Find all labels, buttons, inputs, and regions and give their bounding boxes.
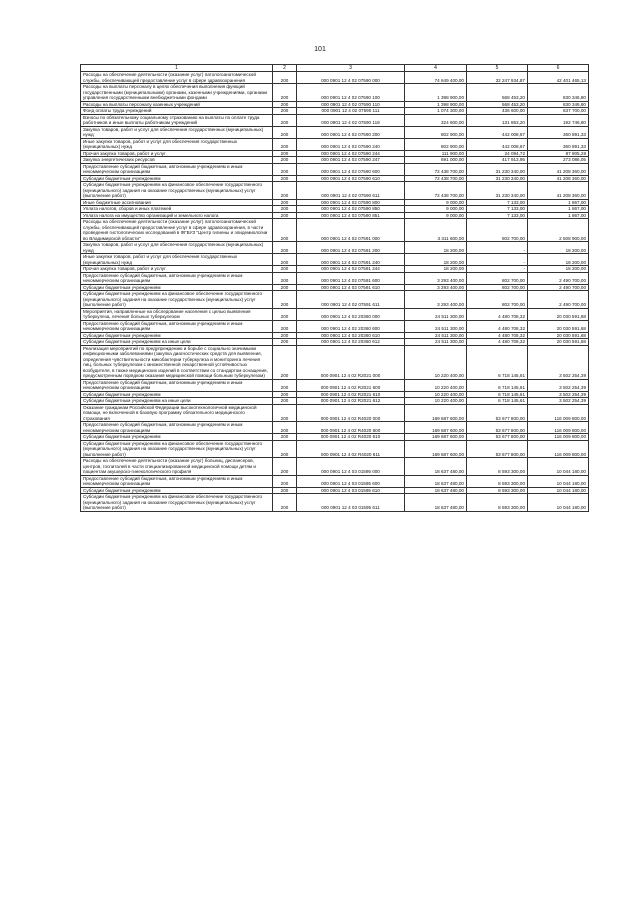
row-line-code: 200 [273, 284, 297, 291]
row-unexecuted: 20 030 591,68 [528, 339, 589, 346]
row-budget-code: 000 0901 12 4 02 07590 600 [297, 163, 405, 175]
table-row [81, 332, 589, 339]
row-budget-code: 000 0901 12 4 02 07591 240 [297, 254, 405, 266]
row-description: Предоставление субсидий бюджетным, автономным учреждениям и иным некоммерческим организациям [81, 475, 273, 487]
row-unexecuted: 192 746,80 [528, 114, 589, 126]
row-approved: 72 438 700,00 [405, 163, 467, 175]
row-unexecuted: 2 508 900,00 [528, 219, 589, 242]
row-unexecuted: 2 490 700,00 [528, 272, 589, 284]
row-line-code: 200 [273, 84, 297, 102]
row-line-code: 200 [273, 440, 297, 458]
row-description: Предоставление субсидий бюджетным, автономным учреждениям и иным некоммерческим организациям [81, 320, 273, 332]
row-description: Иные бюджетные ассигнования [81, 199, 273, 206]
table-row [81, 422, 589, 434]
row-unexecuted: 116 009 800,00 [528, 440, 589, 458]
row-executed: 4 480 708,32 [467, 332, 528, 339]
row-line-code: 200 [273, 199, 297, 206]
row-budget-code: 000 0901 12 4 02 07590 851 [297, 212, 405, 219]
row-budget-code: 000 0901 12 4 02 07590 111 [297, 108, 405, 115]
row-executed: 802 700,00 [467, 291, 528, 309]
row-unexecuted: 10 044 180,00 [528, 494, 589, 512]
row-executed: 24 094,72 [467, 150, 528, 157]
row-unexecuted: 20 030 591,68 [528, 320, 589, 332]
row-unexecuted: 360 891,33 [528, 138, 589, 150]
row-executed: - [467, 254, 528, 266]
row-approved: 10 220 400,00 [405, 379, 467, 391]
row-approved: 169 687 600,00 [405, 404, 467, 422]
row-description: Субсидии бюджетным учреждениям на финансовое обеспечение государственного (муниципального) задания на оказание государственных (муниципальных) услуг (выполнение работ) [81, 494, 273, 512]
row-executed: - [467, 266, 528, 273]
row-description: Предоставление субсидий бюджетным, автономным учреждениям и иным некоммерческим организациям [81, 163, 273, 175]
row-description: Закупка товаров, работ и услуг для обеспечения государственных (муниципальных) нужд [81, 126, 273, 138]
row-line-code: 200 [273, 175, 297, 182]
table-row [81, 494, 589, 512]
row-executed: 131 853,20 [467, 114, 528, 126]
row-description: Субсидии бюджетным учреждениям [81, 175, 273, 182]
row-description: Расходы на обеспечение деятельности (оказание услуг) патологоанатомической службы, обеспечивающей предоставление услуг в сфере здравоохранения [81, 72, 273, 84]
row-budget-code: 000 0901 12 4 02 07590 240 [297, 138, 405, 150]
table-row [81, 458, 589, 476]
row-executed: 31 230 340,00 [467, 182, 528, 200]
row-budget-code: 000 0901 12 4 03 01595 611 [297, 494, 405, 512]
row-executed: 8 593 300,00 [467, 475, 528, 487]
row-line-code: 200 [273, 206, 297, 213]
table-row [81, 175, 589, 182]
row-line-code: 200 [273, 72, 297, 84]
table-row [81, 182, 589, 200]
row-approved: 18 637 480,00 [405, 458, 467, 476]
column-header: 2 [273, 65, 297, 72]
row-executed: 8 593 300,00 [467, 494, 528, 512]
row-executed: 53 677 800,00 [467, 440, 528, 458]
row-unexecuted: 41 208 360,00 [528, 175, 589, 182]
row-budget-code: 000 0901 12 4 02 07590 100 [297, 84, 405, 102]
row-approved: 74 649 400,00 [405, 72, 467, 84]
row-line-code: 200 [273, 138, 297, 150]
row-description: Субсидии бюджетным учреждениям [81, 487, 273, 494]
column-header: 5 [467, 65, 528, 72]
row-budget-code: 000 0901 12 4 02 20360 000 [297, 308, 405, 320]
row-line-code: 200 [273, 212, 297, 219]
row-budget-code: 000 0901 12 4 02 07591 610 [297, 284, 405, 291]
row-executed: 6 718 145,61 [467, 398, 528, 405]
table-row [81, 72, 589, 84]
row-budget-code: 000 0901 12 4 02 07590 247 [297, 157, 405, 164]
column-header: 1 [81, 65, 273, 72]
budget-table-container [80, 64, 588, 512]
row-description: Иные закупки товаров, работ и услуг для обеспечения государственных (муниципальных) нужд [81, 138, 273, 150]
row-unexecuted: 2 490 700,00 [528, 291, 589, 309]
row-description: Уплата налогов, сборов и иных платежей [81, 206, 273, 213]
budget-table [80, 64, 589, 512]
row-approved: 10 220 400,00 [405, 391, 467, 398]
row-budget-code: 000 0901 12 4 02 07590 200 [297, 126, 405, 138]
table-row [81, 206, 589, 213]
row-approved: 18 200,00 [405, 254, 467, 266]
row-line-code: 200 [273, 339, 297, 346]
row-executed: 802 700,00 [467, 284, 528, 291]
row-executed: 8 593 300,00 [467, 487, 528, 494]
table-row [81, 254, 589, 266]
row-approved: 10 220 400,00 [405, 398, 467, 405]
row-line-code: 200 [273, 114, 297, 126]
row-budget-code: 000 0901 12 4 02 R4020 600 [297, 422, 405, 434]
row-line-code: 200 [273, 487, 297, 494]
row-budget-code: 000 0901 12 4 02 07590 000 [297, 72, 405, 84]
row-description: Субсидии бюджетным учреждениям [81, 434, 273, 441]
row-executed: 6 718 145,61 [467, 345, 528, 379]
row-line-code: 200 [273, 182, 297, 200]
row-line-code: 200 [273, 475, 297, 487]
row-description: Субсидии бюджетным учреждениям [81, 391, 273, 398]
row-approved: 1 398 900,00 [405, 84, 467, 102]
row-description: Субсидии бюджетным учреждениям [81, 332, 273, 339]
row-approved: 1 074 300,00 [405, 108, 467, 115]
row-executed: 4 480 708,32 [467, 308, 528, 320]
row-description: Прочая закупка товаров, работ и услуг [81, 150, 273, 157]
table-row [81, 339, 589, 346]
table-row [81, 101, 589, 108]
row-unexecuted: 3 502 254,39 [528, 398, 589, 405]
row-approved: 18 200,00 [405, 266, 467, 273]
row-description: Предоставление субсидий бюджетным, автономным учреждениям и иным некоммерческим организациям [81, 272, 273, 284]
row-line-code: 200 [273, 242, 297, 254]
row-unexecuted: 18 200,00 [528, 254, 589, 266]
row-approved: 3 293 400,00 [405, 272, 467, 284]
row-line-code: 200 [273, 308, 297, 320]
row-budget-code: 000 0901 12 4 02 R2021 000 [297, 345, 405, 379]
column-header: 6 [528, 65, 589, 72]
row-budget-code: 000 0901 12 4 02 R2021 610 [297, 391, 405, 398]
table-row [81, 284, 589, 291]
row-unexecuted: 1 867,00 [528, 212, 589, 219]
row-description: Предоставление субсидий бюджетным, автономным учреждениям и иным некоммерческим организациям [81, 379, 273, 391]
row-approved: 3 293 400,00 [405, 284, 467, 291]
row-description: Закупка энергетических ресурсов [81, 157, 273, 164]
row-unexecuted: 830 346,80 [528, 101, 589, 108]
table-row [81, 212, 589, 219]
table-row [81, 379, 589, 391]
row-executed: 802 700,00 [467, 219, 528, 242]
table-row [81, 163, 589, 175]
row-description: Субсидии бюджетным учреждениям на финансовое обеспечение государственного (муниципального) задания на оказание государственных (муниципальных) услуг (выполнение работ) [81, 440, 273, 458]
table-row [81, 440, 589, 458]
row-approved: 324 600,00 [405, 114, 467, 126]
row-approved: 802 900,00 [405, 126, 467, 138]
row-budget-code: 000 0901 12 4 02 07591 611 [297, 291, 405, 309]
row-budget-code: 000 0901 12 4 02 R2021 600 [297, 379, 405, 391]
row-description: Закупка товаров, работ и услуг для обеспечения государственных (муниципальных) нужд [81, 242, 273, 254]
row-line-code: 200 [273, 422, 297, 434]
row-line-code: 200 [273, 494, 297, 512]
row-approved: 3 293 400,00 [405, 291, 467, 309]
row-executed: 442 008,67 [467, 138, 528, 150]
row-executed: 31 230 340,00 [467, 175, 528, 182]
row-line-code: 200 [273, 157, 297, 164]
row-unexecuted: 1 867,00 [528, 206, 589, 213]
row-description: Субсидии бюджетным учреждениям [81, 284, 273, 291]
table-row [81, 291, 589, 309]
table-row [81, 404, 589, 422]
row-description: Мероприятия, направленные на обследование населения с целью выявления туберкулеза, лечения больных туберкулезом [81, 308, 273, 320]
row-budget-code: 000 0901 12 4 02 07591 244 [297, 266, 405, 273]
row-executed: 32 247 934,87 [467, 72, 528, 84]
row-description: Фонд оплаты труда учреждений [81, 108, 273, 115]
row-description: Реализация мероприятий по предупреждению и борьбе с социально значимыми инфекционными заболеваниями (закупка диагностических средств для выявления, определения чувствительности микобактерии туберкулеза и мониторинга лечения лиц, больных туберкулезом с множественной лекарственной устойчивостью возбудителя, в также медицинских изделий в соответствии со стандартом оснащения, предусмотренным порядком оказания медицинской помощи больным туберкулезом) [81, 345, 273, 379]
row-description: Расходы на выплаты персоналу в целях обеспечения выполнения функций государственными (муниципальными) органами, казенными учреждениями, органами управления государственными внебюджетными фондами [81, 84, 273, 102]
row-description: Расходы на выплаты персоналу казенных учреждений [81, 101, 273, 108]
row-approved: 10 220 400,00 [405, 345, 467, 379]
table-row [81, 150, 589, 157]
row-approved: 24 511 300,00 [405, 320, 467, 332]
table-row [81, 138, 589, 150]
row-approved: 9 000,00 [405, 212, 467, 219]
table-row [81, 242, 589, 254]
row-unexecuted: 1 867,00 [528, 199, 589, 206]
row-line-code: 200 [273, 266, 297, 273]
row-line-code: 200 [273, 272, 297, 284]
row-line-code: 200 [273, 108, 297, 115]
row-unexecuted: 20 030 591,68 [528, 308, 589, 320]
row-budget-code: 000 0901 12 4 02 07590 611 [297, 182, 405, 200]
row-unexecuted: 3 502 254,39 [528, 391, 589, 398]
page-number: 101 [314, 46, 326, 53]
row-budget-code: 000 0901 12 4 02 R4020 611 [297, 440, 405, 458]
row-budget-code: 000 0901 12 4 02 20360 610 [297, 332, 405, 339]
row-description: Субсидии бюджетным учреждениям на иные цели [81, 339, 273, 346]
row-unexecuted: 116 009 800,00 [528, 404, 589, 422]
row-unexecuted: 360 891,33 [528, 126, 589, 138]
table-row [81, 475, 589, 487]
row-budget-code: 000 0901 12 4 02 R4020 610 [297, 434, 405, 441]
row-budget-code: 000 0901 12 4 02 R4020 000 [297, 404, 405, 422]
row-description: Субсидии бюджетным учреждениям на финансовое обеспечение государственного (муниципального) задания на оказание государственных (муниципальных) услуг (выполнение работ) [81, 182, 273, 200]
row-budget-code: 000 0901 12 4 03 01595 600 [297, 475, 405, 487]
row-line-code: 200 [273, 150, 297, 157]
row-description: Расходы на обеспечение деятельности (оказание услуг) патологоанатомической службы, обеспечивающей предоставление услуг в сфере здравоохранения, в части проведения гистологических исследований в ФГБУЗ "Центр гигиены и эпидемиологии во Владимирской области" [81, 219, 273, 242]
row-budget-code: 000 0901 12 4 03 01595 000 [297, 458, 405, 476]
row-approved: 72 438 700,00 [405, 175, 467, 182]
table-row [81, 272, 589, 284]
row-unexecuted: 637 700,00 [528, 108, 589, 115]
row-unexecuted: 41 208 360,00 [528, 163, 589, 175]
row-line-code: 200 [273, 101, 297, 108]
row-line-code: 200 [273, 404, 297, 422]
row-budget-code: 000 0901 12 4 02 07590 244 [297, 150, 405, 157]
row-approved: 169 687 600,00 [405, 434, 467, 441]
row-executed: 417 913,95 [467, 157, 528, 164]
row-unexecuted: 18 200,00 [528, 242, 589, 254]
row-approved: 18 200,00 [405, 242, 467, 254]
row-approved: 691 000,00 [405, 157, 467, 164]
row-description: Уплата налога на имущество организаций и земельного налога [81, 212, 273, 219]
row-unexecuted: 10 044 180,00 [528, 487, 589, 494]
row-approved: 18 637 480,00 [405, 475, 467, 487]
row-approved: 18 637 480,00 [405, 494, 467, 512]
row-approved: 3 311 600,00 [405, 219, 467, 242]
row-unexecuted: 116 009 800,00 [528, 434, 589, 441]
table-row [81, 391, 589, 398]
row-line-code: 200 [273, 345, 297, 379]
row-budget-code: 000 0901 12 4 02 20360 612 [297, 339, 405, 346]
row-approved: 72 438 700,00 [405, 182, 467, 200]
row-approved: 169 687 600,00 [405, 422, 467, 434]
row-unexecuted: 830 346,80 [528, 84, 589, 102]
row-budget-code: 000 0901 12 4 02 07590 850 [297, 206, 405, 213]
row-description: Субсидии бюджетным учреждениям на иные цели [81, 398, 273, 405]
row-description: Взносы по обязательному социальному страхованию на выплаты по оплате труда работников и иные выплаты работникам учреждений [81, 114, 273, 126]
row-approved: 802 900,00 [405, 138, 467, 150]
row-unexecuted: 87 805,28 [528, 150, 589, 157]
row-unexecuted: 273 086,05 [528, 157, 589, 164]
row-executed: 6 718 145,61 [467, 391, 528, 398]
table-row [81, 126, 589, 138]
table-body [81, 72, 589, 512]
row-budget-code: 000 0901 12 4 02 07590 119 [297, 114, 405, 126]
row-budget-code: 000 0901 12 4 02 07591 200 [297, 242, 405, 254]
row-approved: 18 637 480,00 [405, 487, 467, 494]
row-line-code: 200 [273, 398, 297, 405]
table-row [81, 219, 589, 242]
row-budget-code: 000 0901 12 4 02 07591 000 [297, 219, 405, 242]
row-unexecuted: 3 502 254,39 [528, 379, 589, 391]
row-executed: 4 480 708,32 [467, 339, 528, 346]
row-approved: 111 900,00 [405, 150, 467, 157]
column-header: 3 [297, 65, 405, 72]
row-approved: 9 000,00 [405, 206, 467, 213]
row-description: Оказание гражданам Российской Федерации высокотехнологичной медицинской помощи, не включенной в базовую программу обязательного медицинского страхования [81, 404, 273, 422]
row-line-code: 200 [273, 320, 297, 332]
row-unexecuted: 116 009 800,00 [528, 422, 589, 434]
row-approved: 1 398 900,00 [405, 101, 467, 108]
row-unexecuted: 42 401 465,13 [528, 72, 589, 84]
row-unexecuted: 10 044 180,00 [528, 475, 589, 487]
table-row [81, 434, 589, 441]
row-executed: 442 008,67 [467, 126, 528, 138]
table-row [81, 320, 589, 332]
row-executed: 436 600,00 [467, 108, 528, 115]
row-unexecuted: 18 200,00 [528, 266, 589, 273]
row-description: Предоставление субсидий бюджетным, автономным учреждениям и иным некоммерческим организациям [81, 422, 273, 434]
row-executed: 53 677 800,00 [467, 404, 528, 422]
row-budget-code: 000 0901 12 4 03 01595 610 [297, 487, 405, 494]
row-executed: 53 677 800,00 [467, 434, 528, 441]
row-budget-code: 000 0901 12 4 02 07590 110 [297, 101, 405, 108]
row-approved: 24 511 300,00 [405, 332, 467, 339]
row-description: Иные закупки товаров, работ и услуг для обеспечения государственных (муниципальных) нужд [81, 254, 273, 266]
table-row [81, 84, 589, 102]
row-line-code: 200 [273, 291, 297, 309]
row-line-code: 200 [273, 332, 297, 339]
row-line-code: 200 [273, 219, 297, 242]
row-unexecuted: 41 208 360,00 [528, 182, 589, 200]
row-approved: 24 511 300,00 [405, 308, 467, 320]
row-budget-code: 000 0901 12 4 02 07590 610 [297, 175, 405, 182]
row-executed: 568 453,20 [467, 84, 528, 102]
row-unexecuted: 10 044 180,00 [528, 458, 589, 476]
row-unexecuted: 2 490 700,00 [528, 284, 589, 291]
row-line-code: 200 [273, 379, 297, 391]
row-executed: 53 677 800,00 [467, 422, 528, 434]
row-approved: 169 687 600,00 [405, 440, 467, 458]
row-budget-code: 000 0901 12 4 02 R2021 612 [297, 398, 405, 405]
row-executed: 568 453,20 [467, 101, 528, 108]
row-executed: 7 133,00 [467, 206, 528, 213]
row-executed: - [467, 242, 528, 254]
row-executed: 8 593 300,00 [467, 458, 528, 476]
row-approved: 9 000,00 [405, 199, 467, 206]
row-line-code: 200 [273, 126, 297, 138]
row-budget-code: 000 0901 12 4 02 07591 600 [297, 272, 405, 284]
row-description: Субсидии бюджетным учреждениям на финансовое обеспечение государственного (муниципального) задания на оказание государственных (муниципальных) услуг (выполнение работ) [81, 291, 273, 309]
table-row [81, 487, 589, 494]
row-line-code: 200 [273, 434, 297, 441]
table-row [81, 308, 589, 320]
column-header: 4 [405, 65, 467, 72]
row-executed: 7 133,00 [467, 212, 528, 219]
row-budget-code: 000 0901 12 4 02 20360 600 [297, 320, 405, 332]
table-row [81, 345, 589, 379]
row-unexecuted: 20 030 591,68 [528, 332, 589, 339]
table-row [81, 114, 589, 126]
table-row [81, 398, 589, 405]
row-line-code: 200 [273, 391, 297, 398]
row-executed: 802 700,00 [467, 272, 528, 284]
row-description: Расходы на обеспечение деятельности (оказание услуг) больниц, диспансеров, центров, госпиталей в части специализированной медицинской помощи детям и пациентам акушерско-гинекологического профиля [81, 458, 273, 476]
row-executed: 6 718 145,61 [467, 379, 528, 391]
row-executed: 31 230 340,00 [467, 163, 528, 175]
row-budget-code: 000 0901 12 4 02 07590 800 [297, 199, 405, 206]
row-line-code: 200 [273, 163, 297, 175]
row-line-code: 200 [273, 254, 297, 266]
row-approved: 24 511 300,00 [405, 339, 467, 346]
row-unexecuted: 3 502 254,39 [528, 345, 589, 379]
row-line-code: 200 [273, 458, 297, 476]
row-description: Прочая закупка товаров, работ и услуг [81, 266, 273, 273]
column-number-row [81, 65, 589, 72]
row-executed: 7 133,00 [467, 199, 528, 206]
row-executed: 4 480 708,32 [467, 320, 528, 332]
